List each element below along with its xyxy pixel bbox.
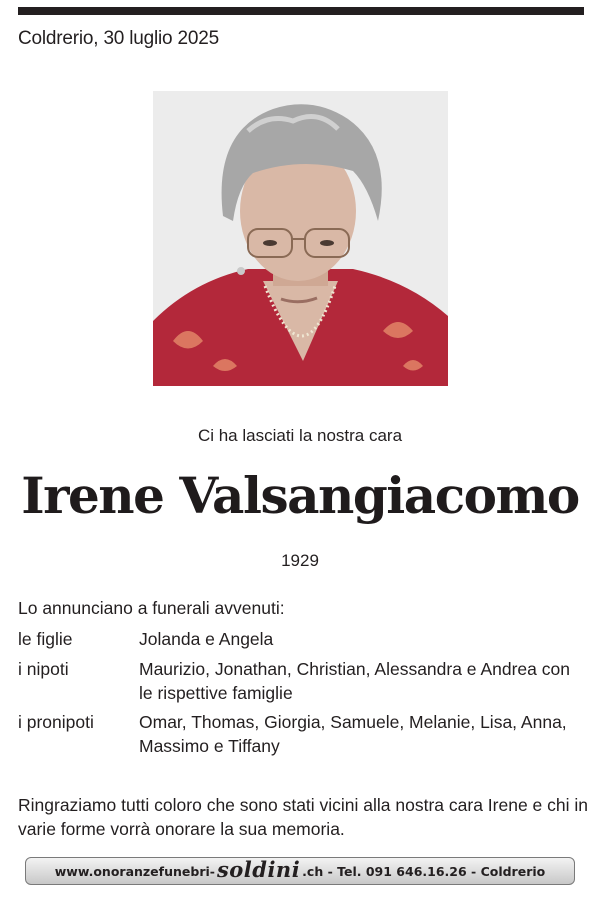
relative-role: i pronipoti — [18, 712, 94, 732]
intro-text: Ci ha lasciati la nostra cara — [197, 426, 403, 445]
funeral-home-banner — [25, 857, 575, 885]
funeral-home-brand: soldini — [216, 856, 301, 882]
announcement-line: Lo annunciano a funerali avvenuti: — [18, 598, 285, 618]
footer-url-prefix: www.onoranzefunebri- — [54, 863, 215, 879]
place-date: Coldrerio, 30 luglio 2025 — [18, 28, 219, 49]
deceased-name: Irene Valsangiacomo — [21, 466, 579, 525]
relative-row-great-grandchildren — [18, 710, 578, 758]
portrait-illustration — [153, 91, 448, 386]
thanks-text: Ringraziamo tutti coloro che sono stati vicini alla nostra cara Irene e chi in varie forme vorrà onorare la sua memoria. — [18, 795, 588, 839]
relative-row-grandchildren — [18, 657, 578, 705]
relative-role: i nipoti — [18, 659, 69, 679]
footer-contact: .ch - Tel. 091 646.16.26 - Coldrerio — [302, 863, 546, 879]
birth-year: 1929 — [281, 551, 319, 570]
relative-names: Maurizio, Jonathan, Christian, Alessandra e Andrea con le rispettive famiglie — [139, 659, 570, 703]
relative-row-daughters — [18, 627, 578, 651]
relative-role: le figlie — [18, 629, 73, 649]
relative-names: Jolanda e Angela — [139, 629, 274, 649]
top-rule — [18, 7, 584, 15]
relative-names: Omar, Thomas, Giorgia, Samuele, Melanie, Lisa, Anna, Massimo e Tiffany — [139, 712, 567, 756]
portrait-photo — [153, 91, 448, 386]
